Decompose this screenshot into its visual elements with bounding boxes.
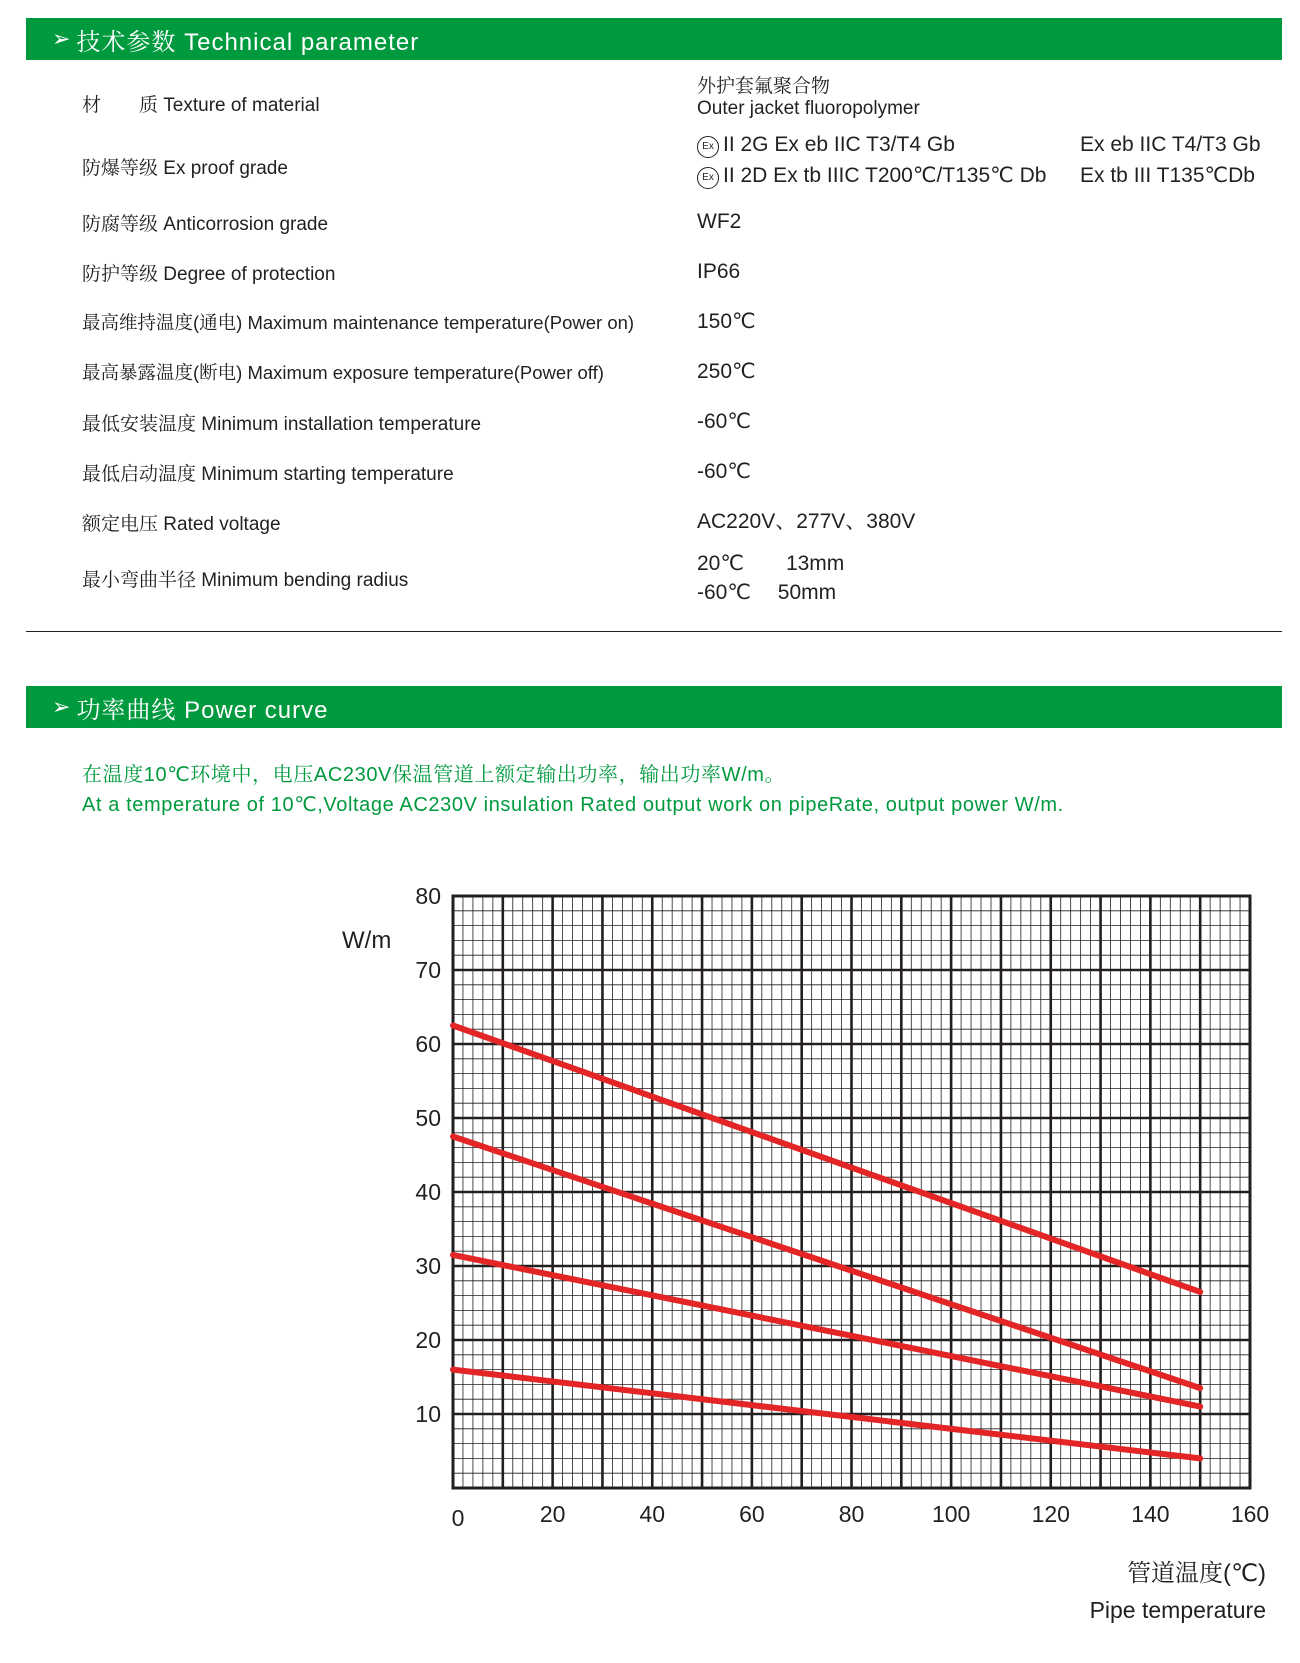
series-line-curve-1 xyxy=(453,1026,1200,1292)
param-label: 最小弯曲半径 Minimum bending radius xyxy=(82,570,409,591)
param-label: 防爆等级 Ex proof grade xyxy=(82,158,288,179)
series-line-curve-2 xyxy=(453,1137,1200,1389)
param-value-secondary: Ex eb IIC T4/T3 Gb Ex tb III T135℃Db xyxy=(1080,133,1261,187)
x-tick-label: 20 xyxy=(539,1501,566,1527)
x-tick-label: 40 xyxy=(639,1501,666,1527)
param-value: WF2 xyxy=(697,210,742,233)
technical-parameter-header xyxy=(26,18,1282,60)
section-title: 功率曲线 Power curve xyxy=(76,696,329,724)
power-curve-header xyxy=(26,686,1282,728)
param-label: 最低安装温度 Minimum installation temperature xyxy=(82,414,482,435)
arrow-icon: ➢ xyxy=(52,26,71,51)
section-divider xyxy=(26,631,1282,632)
param-label: 最高维持温度(通电) Maximum maintenance temperature(Power on) xyxy=(82,312,635,333)
param-value: AC220V、277V、380V xyxy=(697,510,916,533)
y-tick-label: 60 xyxy=(415,1031,441,1057)
ex-icon: Ex xyxy=(697,136,719,158)
x-tick-label: 120 xyxy=(1031,1501,1070,1527)
power-curve-chart xyxy=(0,863,1300,1663)
param-label: 额定电压 Rated voltage xyxy=(82,514,281,535)
param-label: 防腐等级 Anticorrosion grade xyxy=(82,214,329,235)
section-title: 技术参数 Technical parameter xyxy=(76,28,420,56)
x-tick-label: 100 xyxy=(931,1501,971,1527)
x-tick-label: 140 xyxy=(1131,1501,1170,1527)
description-cn: 在温度10℃环境中，电压AC230V保温管道上额定输出功率，输出功率W/m。 xyxy=(82,764,786,786)
y-tick-label: 20 xyxy=(415,1327,441,1353)
param-value: IP66 xyxy=(697,260,741,283)
description-en: At a temperature of 10℃,Voltage AC230V insulation Rated output work on pipeRate, output power W/m. xyxy=(82,794,1064,816)
x-tick-label: 160 xyxy=(1230,1501,1270,1527)
param-value: 250℃ xyxy=(697,360,756,383)
x-tick-label: 60 xyxy=(739,1501,765,1527)
y-tick-label: 70 xyxy=(415,957,441,983)
y-tick-label: 40 xyxy=(415,1179,441,1205)
param-value: -60℃ xyxy=(697,460,751,483)
param-value: Ex II 2G Ex eb IIC T3/T4 Gb Ex II 2D Ex tb IIIC T200℃/T135℃ Db xyxy=(697,129,1046,191)
y-tick-label: 10 xyxy=(415,1401,441,1427)
y-axis-label: W/m xyxy=(342,927,392,954)
param-value: 外护套氟聚合物 Outer jacket fluoropolymer xyxy=(697,76,920,119)
param-label: 最低启动温度 Minimum starting temperature xyxy=(82,464,454,485)
param-label: 材 质 Texture of material xyxy=(82,95,320,116)
param-value: 150℃ xyxy=(697,310,756,333)
param-label: 最高暴露温度(断电) Maximum exposure temperature(Power off) xyxy=(82,362,604,383)
x-tick-label: 0 xyxy=(451,1505,465,1531)
x-axis-label-en: Pipe temperature xyxy=(1089,1597,1266,1623)
y-tick-label: 50 xyxy=(415,1105,441,1131)
ex-icon: Ex xyxy=(697,167,719,189)
y-tick-label: 80 xyxy=(415,883,441,909)
y-tick-label: 30 xyxy=(415,1253,441,1279)
param-label: 防护等级 Degree of protection xyxy=(82,264,336,285)
x-axis-label-cn: 管道温度(℃) xyxy=(1127,1560,1266,1587)
param-value: 20℃ 13mm -60℃ 50mm xyxy=(697,552,845,604)
arrow-icon: ➢ xyxy=(52,694,71,719)
x-tick-label: 80 xyxy=(838,1501,865,1527)
param-value: -60℃ xyxy=(697,410,751,433)
